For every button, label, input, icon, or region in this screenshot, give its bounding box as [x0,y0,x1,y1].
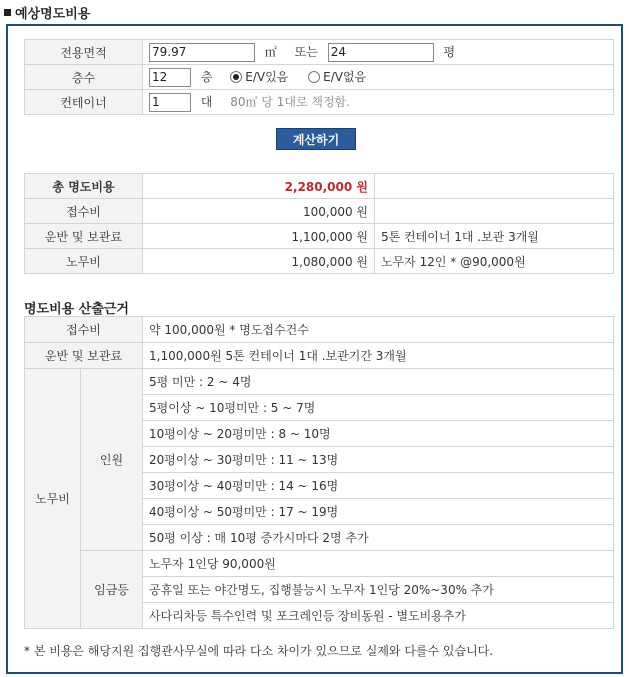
elevator-yes-radio[interactable] [230,71,242,83]
floor-cell [143,65,614,90]
basis-row-transport [25,343,614,369]
basis-worker-item: 5평이상 ~ 10평미만 : 5 ~ 7명 [143,395,614,421]
elevator-no-label: E/V없음 [323,69,367,84]
cost-row-labor [25,249,614,274]
basis-worker-item: 20평이상 ~ 30평미만 : 11 ~ 13명 [143,447,614,473]
basis-wage-item: 사다리차등 특수인력 및 포크레인등 장비동원 - 별도비용추가 [143,603,614,629]
basis-worker-item: 30평이상 ~ 40평미만 : 14 ~ 16명 [143,473,614,499]
floor-input[interactable] [149,68,191,87]
cost-row-transport [25,224,614,249]
container-hint: 80㎡ 당 1대로 책정함. [230,94,350,109]
container-row [25,90,614,115]
basis-worker-item: 50평 이상 : 매 10평 증가시마다 2명 추가 [143,525,614,551]
area-row [25,40,614,65]
total-row [25,174,614,199]
cost-label: 노무비 [25,249,143,274]
basis-row-reception [25,317,614,343]
calculate-button[interactable]: 계산하기 [276,128,356,150]
area-cell [143,40,614,65]
cost-row-reception [25,199,614,224]
basis-reception-label: 접수비 [25,317,143,343]
container-label: 컨테이너 [25,90,143,115]
container-input[interactable] [149,93,191,112]
area-label: 전용면적 [25,40,143,65]
basis-wage-item: 노무자 1인당 90,000원 [143,551,614,577]
cost-result-table [24,173,614,274]
floor-row [25,65,614,90]
total-value: 2,280,000 원 [143,174,375,199]
area-pyeong-input[interactable] [328,43,434,62]
basis-transport-label: 운반 및 보관료 [25,343,143,369]
cost-note: 노무자 12인 * @90,000원 [375,249,614,274]
cost-amount: 1,080,000 원 [143,249,375,274]
basis-workers-label: 인원 [81,369,143,551]
floor-unit: 층 [200,69,213,84]
total-label: 총 명도비용 [25,174,143,199]
elevator-no-option[interactable] [308,70,366,84]
area-m2-unit: ㎡ [264,44,277,59]
disclaimer-note: * 본 비용은 해당지원 집행관사무실에 따라 다소 차이가 있으므로 실제와 다를수 있습니다. [24,644,494,658]
total-note [375,174,614,199]
section-title-text: 예상명도비용 [15,6,91,22]
elevator-yes-label: E/V있음 [245,69,289,84]
basis-worker-item: 5평 미만 : 2 ~ 4명 [143,369,614,395]
basis-table [24,316,614,629]
cost-label: 운반 및 보관료 [25,224,143,249]
bullet-square-icon [4,9,11,16]
cost-note [375,199,614,224]
calculator-panel [6,24,623,674]
elevator-yes-option[interactable] [230,70,292,84]
container-unit: 대 [200,94,213,109]
area-m2-input[interactable] [149,43,255,62]
basis-row-workers [25,369,614,395]
cost-amount: 100,000 원 [143,199,375,224]
basis-row-wages [25,551,614,577]
basis-labor-label: 노무비 [25,369,81,629]
floor-label: 층수 [25,65,143,90]
basis-reception-text: 약 100,000원 * 명도접수건수 [143,317,614,343]
basis-heading: 명도비용 산출근거 [24,302,129,317]
or-label: 또는 [294,44,318,59]
basis-transport-text: 1,100,000원 5톤 컨테이너 1대 .보관기간 3개월 [143,343,614,369]
cost-label: 접수비 [25,199,143,224]
basis-wage-label: 임금등 [81,551,143,629]
cost-amount: 1,100,000 원 [143,224,375,249]
basis-worker-item: 40평이상 ~ 50평미만 : 17 ~ 19명 [143,499,614,525]
input-form-table [24,39,614,115]
cost-note: 5톤 컨테이너 1대 .보관 3개월 [375,224,614,249]
basis-worker-item: 10평이상 ~ 20평미만 : 8 ~ 10명 [143,421,614,447]
elevator-no-radio[interactable] [308,71,320,83]
area-pyeong-unit: 평 [443,44,456,59]
basis-wage-item: 공휴일 또는 야간명도, 집행불능시 노무자 1인당 20%~30% 추가 [143,577,614,603]
section-title [4,2,90,22]
container-cell [143,90,614,115]
